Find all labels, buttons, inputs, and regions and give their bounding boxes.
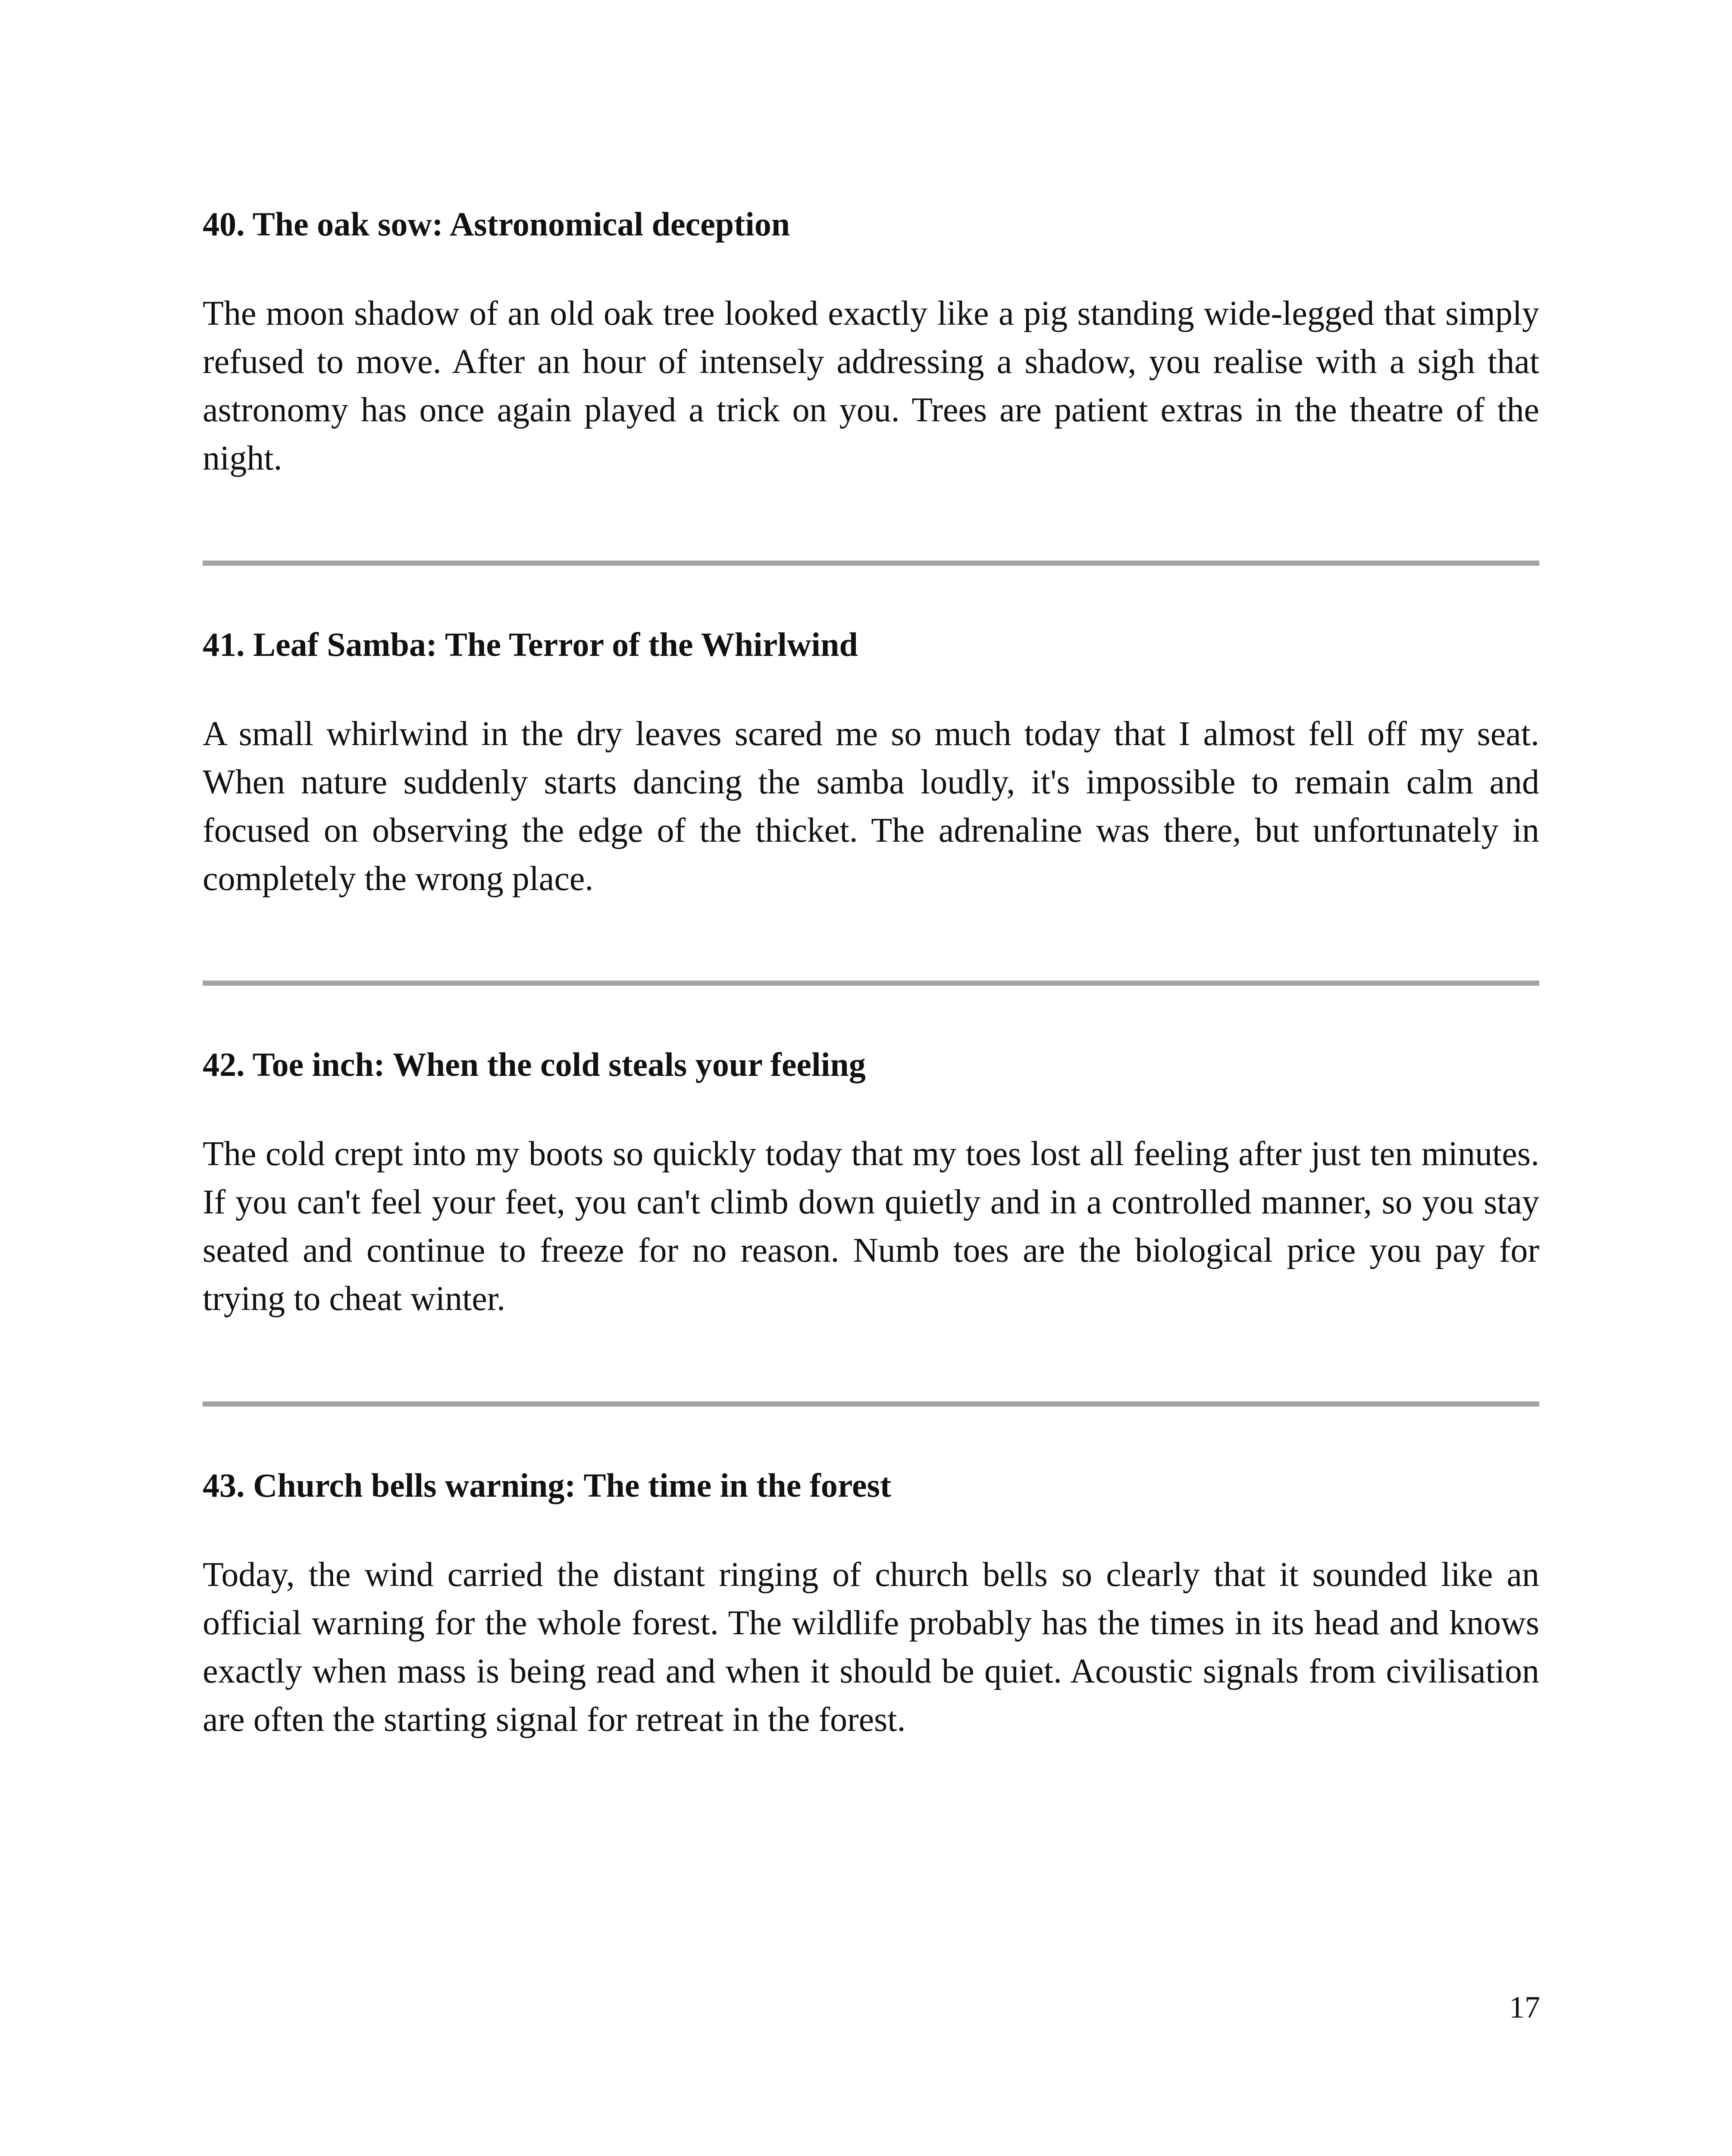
entry-41 [203,621,1539,903]
page-number: 17 [1509,1990,1540,2024]
section-divider [203,1401,1539,1407]
entry-body: A small whirlwind in the dry leaves scared me so much today that I almost fell off my seat. When nature suddenly starts dancing the samba loudly, it's impossible to remain calm and focused on observing the edge of the thicket. The adrenaline was there, but unfortunately in completely the wrong place. [203,715,1539,898]
entry-42 [203,1041,1539,1323]
entry-43 [203,1462,1539,1744]
entry-title: 41. Leaf Samba: The Terror of the Whirlwind [203,626,858,663]
section-divider [203,981,1539,986]
entry-body: The moon shadow of an old oak tree looked exactly like a pig standing wide-legged that simply refused to move. After an hour of intensely addressing a shadow, you realise with a sigh that astronomy has once again played a trick on you. Trees are patient extras in the theatre of the night. [203,295,1539,477]
entry-body: Today, the wind carried the distant ringing of church bells so clearly that it sounded like an official warning for the whole forest. The wildlife probably has the times in its head and knows exactly when mass is being read and when it should be quiet. Acoustic signals from civilisation are often the starting signal for retreat in the forest. [203,1556,1539,1739]
entry-title: 43. Church bells warning: The time in the forest [203,1467,891,1504]
entry-body: The cold crept into my boots so quickly today that my toes lost all feeling after just ten minutes. If you can't feel your feet, you can't climb down quietly and in a controlled manner, so you stay seated and continue to freeze for no reason. Numb toes are the biological price you pay for trying to cheat winter. [203,1135,1539,1318]
entry-40 [203,201,1539,483]
entry-title: 42. Toe inch: When the cold steals your feeling [203,1046,866,1083]
section-divider [203,561,1539,566]
entry-title: 40. The oak sow: Astronomical deception [203,205,790,243]
